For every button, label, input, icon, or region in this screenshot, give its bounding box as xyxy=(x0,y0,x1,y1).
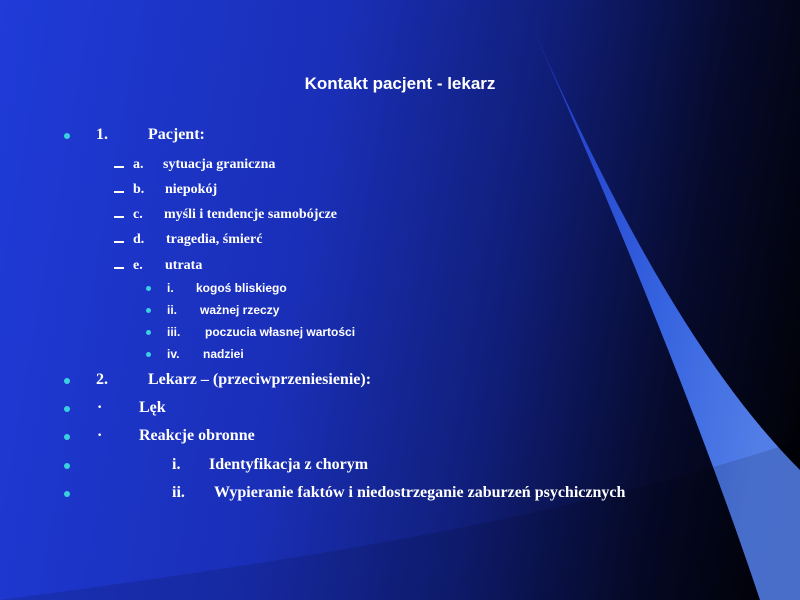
bullet-dot-icon xyxy=(146,286,151,291)
item-marker: · xyxy=(97,399,103,416)
bullet-dot-icon xyxy=(146,308,151,313)
dash-bullet-icon xyxy=(114,191,124,193)
item-marker: ii. xyxy=(172,484,185,501)
item-marker: d. xyxy=(133,232,145,247)
item-marker: i. xyxy=(167,281,174,295)
bullet-dot-icon xyxy=(64,133,70,139)
item-text: myśli i tendencje samobójcze xyxy=(164,207,338,222)
bullet-dot-icon xyxy=(146,330,151,335)
slide-title: Kontakt pacjent - lekarz xyxy=(304,74,496,93)
dash-bullet-icon xyxy=(114,216,124,218)
item-marker: b. xyxy=(133,182,145,197)
item-text: poczucia własnej wartości xyxy=(205,325,356,339)
item-marker: 1. xyxy=(96,126,108,143)
item-text: ważnej rzeczy xyxy=(200,303,280,317)
dash-bullet-icon xyxy=(114,267,124,269)
bullet-dot-icon xyxy=(64,434,70,440)
item-text: Identyfikacja z chorym xyxy=(209,456,369,473)
dash-bullet-icon xyxy=(114,166,124,168)
item-text: utrata xyxy=(165,258,203,273)
item-text: Wypieranie faktów i niedostrzeganie zaburzeń psychicznych xyxy=(214,484,626,501)
item-text: nadziei xyxy=(203,347,244,361)
dash-bullet-icon xyxy=(114,241,124,243)
item-text: Reakcje obronne xyxy=(139,427,255,444)
bullet-dot-icon xyxy=(146,352,151,357)
item-text: Lekarz – (przeciwprzeniesienie): xyxy=(148,371,372,388)
item-marker: · xyxy=(97,427,103,444)
item-text: niepokój xyxy=(165,182,218,197)
item-marker: e. xyxy=(133,258,143,273)
item-marker: a. xyxy=(133,157,144,172)
item-marker: iii. xyxy=(167,325,181,339)
bullet-dot-icon xyxy=(64,378,70,384)
item-text: tragedia, śmierć xyxy=(166,232,263,247)
item-text: sytuacja graniczna xyxy=(163,157,276,172)
item-marker: ii. xyxy=(167,303,178,317)
bullet-dot-icon xyxy=(64,406,70,412)
item-text: Pacjent: xyxy=(148,126,205,143)
item-marker: 2. xyxy=(96,371,108,388)
item-marker: iv. xyxy=(167,347,180,361)
bullet-dot-icon xyxy=(64,491,70,497)
bullet-dot-icon xyxy=(64,463,70,469)
item-marker: c. xyxy=(133,207,143,222)
item-marker: i. xyxy=(172,456,181,473)
item-text: Lęk xyxy=(139,399,166,416)
item-text: kogoś bliskiego xyxy=(196,281,287,295)
